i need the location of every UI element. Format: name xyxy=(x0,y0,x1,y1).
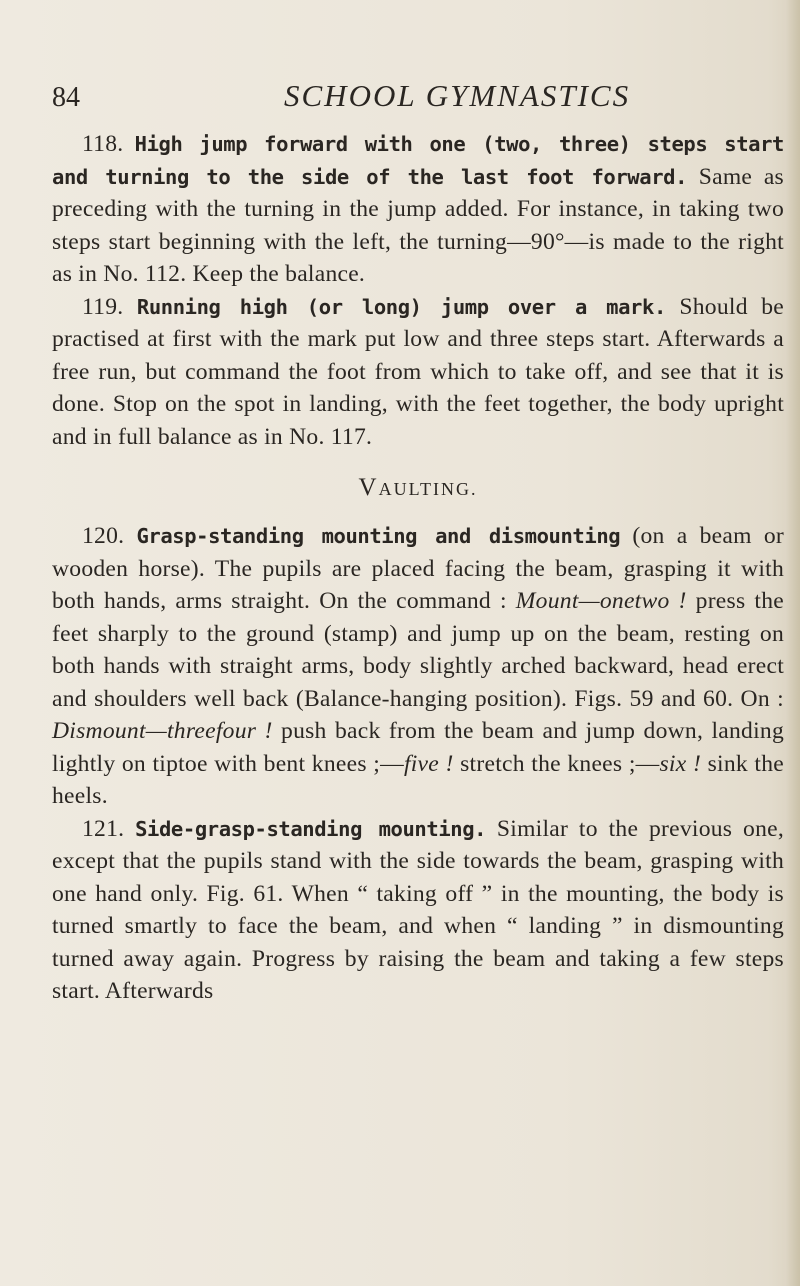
exercise-heading: High jump forward with one (two, three) steps start and turning to the side of the last foot forward. xyxy=(52,132,785,189)
exercise-heading: Running high (or long) jump over a mark. xyxy=(136,294,666,319)
page-edge-shadow xyxy=(786,0,800,1286)
exercise-heading: Grasp-standing mounting and dismounting xyxy=(136,524,621,548)
body-text xyxy=(52,128,784,1008)
exercise-text: stretch the knees ;— xyxy=(460,750,660,777)
exercise-text: Similar to the previous one, except that the pupils stand with the side towards the beam, grasping with one hand only. Fig. 61. When “ taking off ” in the mounting, the body is turned smartly to face the beam, and when “ landing ” in dismounting turned away again. Progress by raising the beam and taking a few steps start. Afterwards xyxy=(52,815,784,1004)
command-text: Mount—onetwo ! xyxy=(515,588,687,614)
paragraph-121 xyxy=(52,813,784,1008)
exercise-text: push back from the beam and jump down, landing lightly on tiptoe with bent knees ;— xyxy=(52,718,784,777)
command-text: five ! xyxy=(403,750,454,777)
section-heading-rest: AULTING. xyxy=(378,479,478,499)
exercise-text: Same as preceding with the turning in the jump added. For instance, in taking two steps start beginning with the left, the turning—90°—is made to the right as in No. 112. Keep the balance. xyxy=(52,163,784,287)
command-text: Dismount—threefour ! xyxy=(52,718,273,744)
exercise-number: 118. xyxy=(82,131,124,157)
exercise-text: Should be practised at first with the mark put low and three steps start. Afterwards a free run, but command the foot from which to take off, and see that it is done. Stop on the spot in landing, with the feet together, the body upright and in full balance as in No. 117. xyxy=(52,293,784,450)
page-number: 84 xyxy=(52,82,80,113)
running-title: SCHOOL GYMNASTICS xyxy=(284,78,631,113)
exercise-number: 119. xyxy=(82,293,124,320)
command-text: six ! xyxy=(659,750,702,777)
exercise-text: (on a beam or wooden horse). The pupils are placed facing the beam, grasping it with both hands, arms straight. On the command : xyxy=(52,523,784,614)
exercise-heading: Side-grasp-standing mounting. xyxy=(135,816,487,841)
exercise-number: 120. xyxy=(82,523,125,549)
exercise-text: press the feet sharply to the ground (stamp) and jump up on the beam, resting on both hands with straight arms, body slightly arched backward, head erect and shoulders well back (Balance-hanging position). Figs. 59 and 60. On : xyxy=(52,588,784,712)
exercise-number: 121. xyxy=(82,815,125,842)
section-heading-vaulting xyxy=(52,473,784,504)
running-head xyxy=(52,78,631,118)
section-heading-initial: V xyxy=(358,474,379,501)
paragraph-120 xyxy=(52,520,784,813)
exercise-text: sink the heels. xyxy=(52,750,784,809)
paragraph-118 xyxy=(52,128,784,291)
paragraph-119 xyxy=(52,291,784,454)
